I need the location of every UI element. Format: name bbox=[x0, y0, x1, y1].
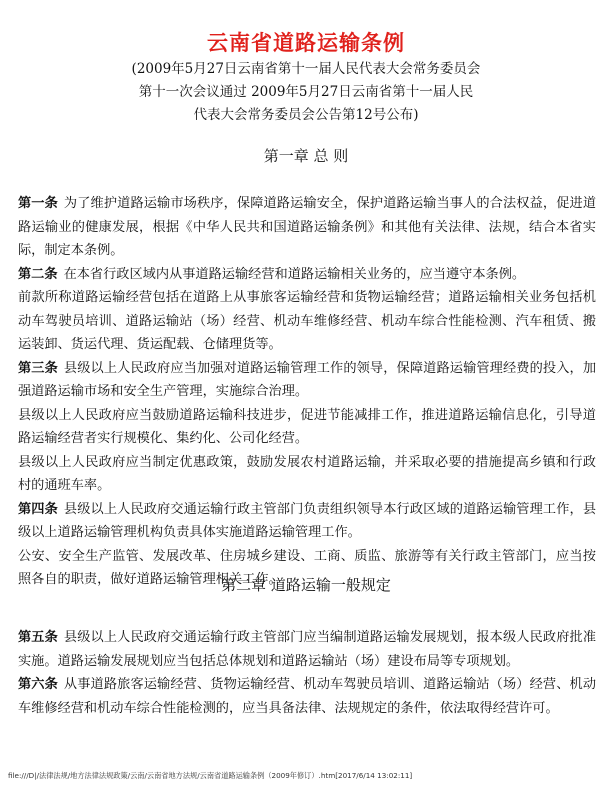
article-paragraph bbox=[18, 192, 596, 263]
article-text: 前款所称道路运输经营包括在道路上从事旅客运输经营和货物运输经营；道路运输相关业务包括机动车驾驶员培训、道路运输站（场）经营、机动车维修经营、机动车综合性能检测、汽车租赁、搬运装卸、货运代理、货运配载、仓储理货等。 bbox=[18, 290, 596, 352]
article-number: 第三条 bbox=[18, 360, 58, 376]
document-subtitle bbox=[110, 58, 502, 127]
chapter-body bbox=[18, 626, 596, 720]
article-number: 第二条 bbox=[18, 266, 58, 282]
article-number: 第六条 bbox=[18, 677, 58, 692]
article-text: 为了维护道路运输市场秩序，保障道路运输安全，保护道路运输当事人的合法权益，促进道路运输业的健康发展，根据《中华人民共和国道路运输条例》和其他有关法律、法规，结合本省实际，制定本条例。 bbox=[18, 196, 597, 258]
article-paragraph bbox=[18, 286, 596, 357]
article-paragraph bbox=[18, 498, 596, 545]
article-text: 县级以上人民政府应当加强对道路运输管理工作的领导，保障道路运输管理经费的投入，加强道路运输市场和安全生产管理，实施综合治理。 bbox=[18, 360, 597, 399]
article-paragraph bbox=[18, 673, 596, 720]
article-number: 第五条 bbox=[18, 630, 58, 645]
article-paragraph bbox=[18, 357, 596, 404]
article-paragraph bbox=[18, 404, 596, 451]
article-text: 县级以上人民政府应当鼓励道路运输科技进步，促进节能减排工作，推进道路运输信息化，引导道路运输经营者实行规模化、集约化、公司化经营。 bbox=[18, 407, 596, 446]
subtitle-line: 代表大会常务委员会公告第12号公布) bbox=[193, 107, 419, 123]
document-title: 云南省道路运输条例 bbox=[207, 30, 405, 55]
article-paragraph bbox=[18, 263, 596, 287]
article-text: 公安、安全生产监管、发展改革、住房城乡建设、工商、质监、旅游等有关行政主管部门，应当按照各自的职责，做好道路运输管理相关工作。 bbox=[18, 548, 596, 587]
article-paragraph bbox=[18, 626, 596, 673]
subtitle-line: (2009年5月27日云南省第十一届人民代表大会常务委员会 bbox=[131, 61, 481, 77]
article-text: 在本省行政区域内从事道路运输经营和道路运输相关业务的，应当遵守本条例。 bbox=[63, 266, 526, 282]
article-number: 第一条 bbox=[18, 196, 58, 211]
article-text: 县级以上人民政府应当制定优惠政策，鼓励发展农村道路运输，并采取必要的措施提高乡镇和行政村的通班车率。 bbox=[18, 454, 596, 493]
article-text: 从事道路旅客运输经营、货物运输经营、机动车驾驶员培训、道路运输站（场）经营、机动车维修经营和机动车综合性能检测的，应当具备法律、法规规定的条件，依法取得经营许可。 bbox=[18, 677, 597, 716]
article-text: 县级以上人民政府交通运输行政主管部门应当编制道路运输发展规划，报本级人民政府批准实施。道路运输发展规划应当包括总体规划和道路运输站（场）建设布局等专项规划。 bbox=[18, 630, 597, 669]
article-text: 县级以上人民政府交通运输行政主管部门负责组织领导本行政区域的道路运输管理工作，县级以上道路运输管理机构负责具体实施道路运输管理工作。 bbox=[18, 501, 597, 540]
chapter-body bbox=[18, 192, 596, 592]
article-number: 第四条 bbox=[18, 501, 58, 517]
file-path-footer: file:///D|/法律法规/地方法律法规政策/云南/云南省地方法规/云南省道路运输条例（2009年修订）.htm[2017/6/14 13:02:11] bbox=[8, 771, 413, 780]
chapter-heading: 第一章 总 则 bbox=[263, 147, 349, 165]
subtitle-line: 第十一次会议通过 2009年5月27日云南省第十一届人民 bbox=[138, 84, 474, 100]
chapter-heading: 第二章 道路运输一般规定 bbox=[221, 576, 391, 594]
article-paragraph bbox=[18, 451, 596, 498]
